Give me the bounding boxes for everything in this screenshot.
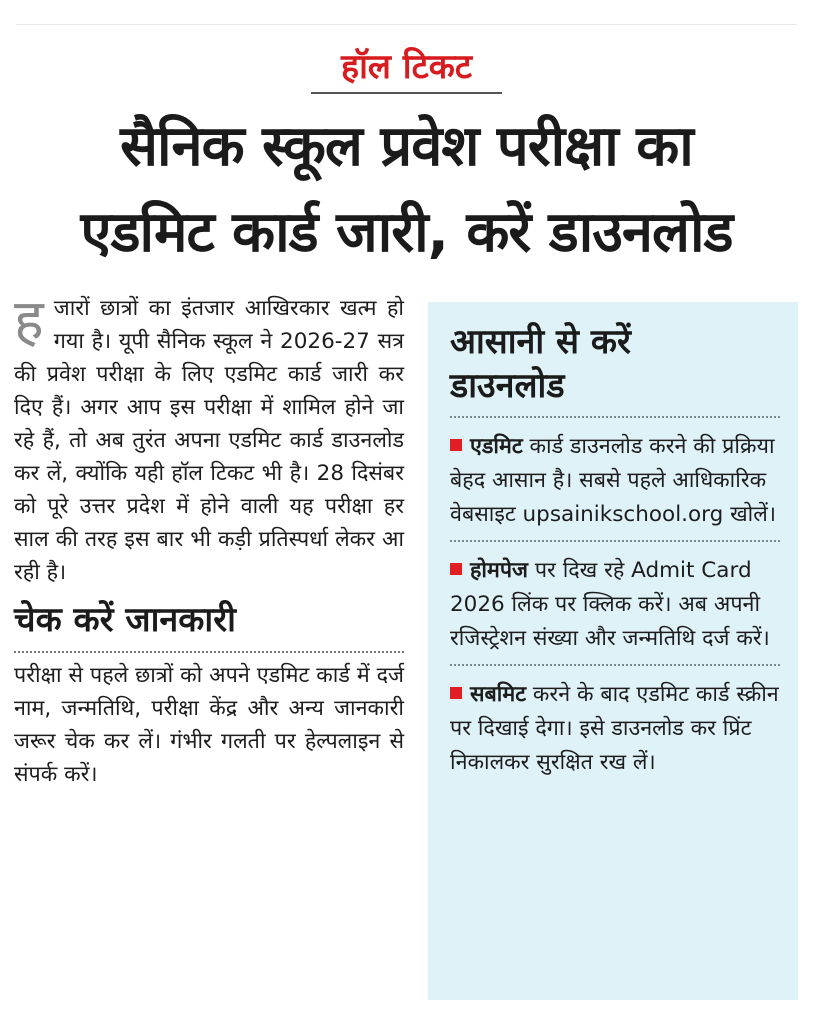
step-lead: होमपेज	[470, 558, 529, 583]
headline-line-2: एडमिट कार्ड जारी, करें डाउनलोड	[80, 200, 733, 265]
sidebar-divider	[450, 664, 780, 666]
article-intro	[14, 288, 404, 589]
step-item	[450, 430, 780, 532]
section-body: परीक्षा से पहले छात्रों को अपने एडमिट कार्ड में दर्ज नाम, जन्मतिथि, परीक्षा केंद्र और अन्य जानकारी जरूर चेक कर लें। गंभीर गलती पर हेल्पलाइन से संपर्क करें।	[14, 663, 404, 787]
step-text: करने के बाद एडमिट कार्ड स्क्रीन पर दिखाई देगा। इसे डाउनलोड कर प्रिंट निकालकर सुरक्षित रख लें।	[450, 682, 779, 775]
top-divider	[16, 24, 797, 25]
step-text: पर दिख रहे Admit Card 2026 लिंक पर क्लिक करें। अब अपनी रजिस्ट्रेशन संख्या और जन्मतिथि दर्ज करें।	[450, 558, 770, 651]
headline	[0, 104, 813, 276]
red-square-bullet-icon	[450, 439, 462, 451]
kicker-label: हॉल टिकट	[311, 44, 502, 94]
section-heading: चेक करें जानकारी	[14, 600, 236, 640]
sidebar-heading-line-2: डाउनलोड	[450, 366, 565, 406]
headline-line-1: सैनिक स्कूल प्रवेश परीक्षा का	[120, 114, 693, 179]
sidebar-divider	[450, 416, 780, 418]
step-lead: सबमिट	[470, 682, 527, 707]
step-text: कार्ड डाउनलोड करने की प्रक्रिया बेहद आसान है। सबसे पहले आधिकारिक वेबसाइट upsainikschool.org खोलें।	[450, 434, 776, 527]
section-divider	[14, 651, 404, 653]
article-body	[14, 288, 404, 791]
kicker-container	[0, 44, 813, 94]
red-square-bullet-icon	[450, 687, 462, 699]
intro-text: जारों छात्रों का इंतजार आखिरकार खत्म हो गया है। यूपी सैनिक स्कूल ने 2026-27 सत्र की प्रवेश परीक्षा के लिए एडमिट कार्ड जारी कर दिए हैं। अगर आप इस परीक्षा में शामिल होने जा रहे हैं, तो अब तुरंत अपना एडमिट कार्ड डाउनलोड कर लें, क्योंकि यही हॉल टिकट भी है। 28 दिसंबर को पूरे उत्तर प्रदेश में होने वाली यह परीक्षा हर साल की तरह इस बार भी कड़ी प्रतिस्पर्धा लेकर आ रही है।	[14, 296, 404, 585]
sidebar-divider	[450, 540, 780, 542]
red-square-bullet-icon	[450, 563, 462, 575]
step-item	[450, 554, 780, 656]
sidebar-heading-line-1: आसानी से करें	[450, 322, 631, 362]
step-lead: एडमिट	[470, 434, 523, 459]
step-item	[450, 678, 780, 780]
drop-cap: ह	[14, 288, 44, 353]
download-steps-box	[428, 302, 798, 1000]
sidebar-heading	[450, 320, 780, 408]
